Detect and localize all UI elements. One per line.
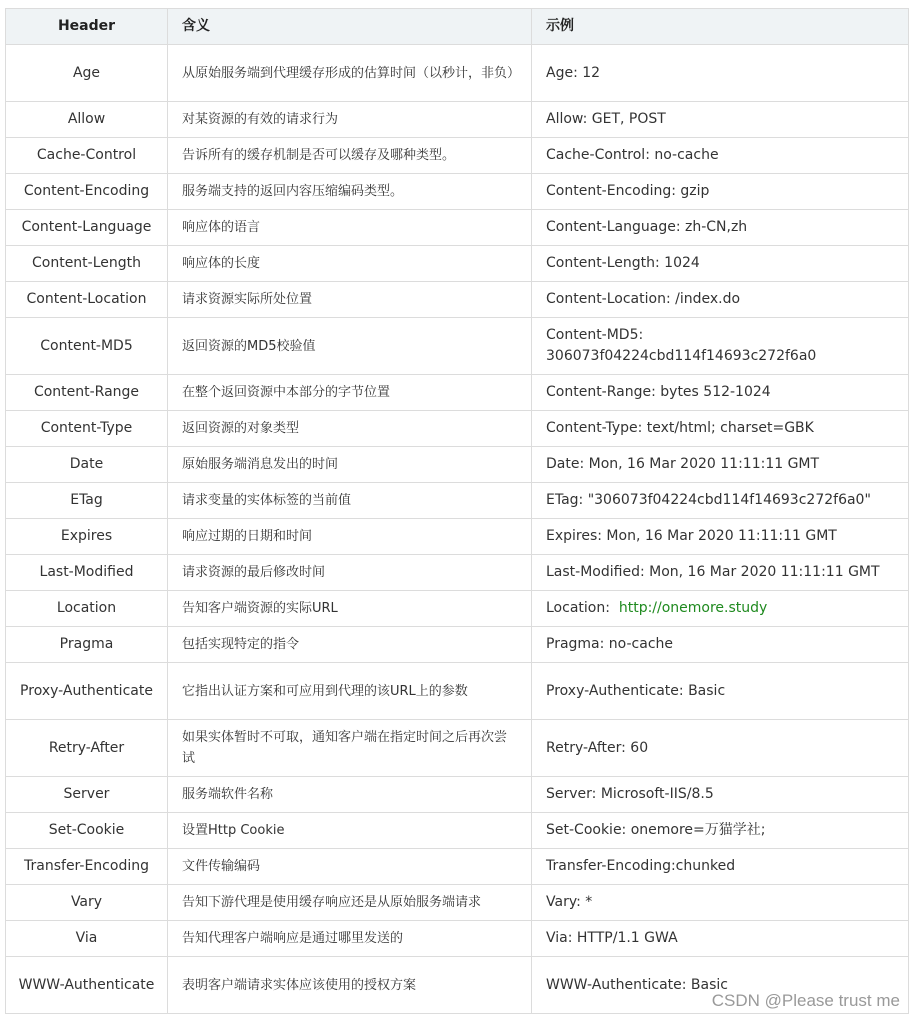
header-example-cell: WWW-Authenticate: Basic: [532, 957, 909, 1014]
header-meaning-cell: 包括实现特定的指令: [168, 627, 532, 663]
header-example-cell: [532, 591, 909, 627]
table-row: [6, 720, 909, 777]
header-name-cell: Content-Length: [6, 246, 168, 282]
header-name-cell: Expires: [6, 519, 168, 555]
header-example-cell: Retry-After: 60: [532, 720, 909, 777]
header-name-cell: Content-Encoding: [6, 174, 168, 210]
header-name-cell: ETag: [6, 483, 168, 519]
table-row: [6, 921, 909, 957]
table-row: [6, 519, 909, 555]
table-row: [6, 885, 909, 921]
header-meaning-cell: 原始服务端消息发出的时间: [168, 447, 532, 483]
header-meaning-cell: 对某资源的有效的请求行为: [168, 102, 532, 138]
header-name-cell: Content-MD5: [6, 318, 168, 375]
header-name-cell: Server: [6, 777, 168, 813]
header-example-cell: Expires: Mon, 16 Mar 2020 11:11:11 GMT: [532, 519, 909, 555]
header-example-cell: Last-Modified: Mon, 16 Mar 2020 11:11:11 GMT: [532, 555, 909, 591]
header-meaning-cell: 从原始服务端到代理缓存形成的估算时间（以秒计，非负）: [168, 45, 532, 102]
table-row: [6, 411, 909, 447]
header-example-cell: Content-Location: /index.do: [532, 282, 909, 318]
table-row: [6, 282, 909, 318]
table-row: [6, 318, 909, 375]
header-name-cell: Content-Language: [6, 210, 168, 246]
header-meaning-cell: 请求变量的实体标签的当前值: [168, 483, 532, 519]
header-meaning-cell: 请求资源实际所处位置: [168, 282, 532, 318]
header-name-cell: WWW-Authenticate: [6, 957, 168, 1014]
header-meaning-cell: 告知下游代理是使用缓存响应还是从原始服务端请求: [168, 885, 532, 921]
header-name-cell: Last-Modified: [6, 555, 168, 591]
header-example-cell: Server: Microsoft-IIS/8.5: [532, 777, 909, 813]
header-example-cell: Content-Language: zh-CN,zh: [532, 210, 909, 246]
header-meaning-cell: 响应过期的日期和时间: [168, 519, 532, 555]
header-meaning-cell: 告知客户端资源的实际URL: [168, 591, 532, 627]
table-row: [6, 45, 909, 102]
http-headers-table: [5, 8, 909, 1014]
header-name-cell: Allow: [6, 102, 168, 138]
header-meaning-cell: 返回资源的对象类型: [168, 411, 532, 447]
header-example-cell: Content-MD5: 306073f04224cbd114f14693c272f6a0: [532, 318, 909, 375]
watermark: CSDN @Please trust me: [711, 991, 900, 1010]
table-row: [6, 483, 909, 519]
header-meaning-cell: 返回资源的MD5校验值: [168, 318, 532, 375]
table-row: [6, 627, 909, 663]
header-name-cell: Content-Type: [6, 411, 168, 447]
header-example-cell: Content-Type: text/html; charset=GBK: [532, 411, 909, 447]
header-meaning-cell: 响应体的语言: [168, 210, 532, 246]
header-example-cell: Via: HTTP/1.1 GWA: [532, 921, 909, 957]
header-name-cell: Age: [6, 45, 168, 102]
header-example-cell: Allow: GET, POST: [532, 102, 909, 138]
table-row: [6, 447, 909, 483]
table-row: [6, 555, 909, 591]
header-example-cell: Set-Cookie: onemore=万猫学社;: [532, 813, 909, 849]
header-meaning-cell: 服务端支持的返回内容压缩编码类型。: [168, 174, 532, 210]
table-row: [6, 663, 909, 720]
header-meaning-cell: 告诉所有的缓存机制是否可以缓存及哪种类型。: [168, 138, 532, 174]
header-example-cell: ETag: "306073f04224cbd114f14693c272f6a0": [532, 483, 909, 519]
table-row: [6, 210, 909, 246]
header-name-cell: Transfer-Encoding: [6, 849, 168, 885]
table-row: [6, 174, 909, 210]
header-example-cell: Content-Encoding: gzip: [532, 174, 909, 210]
table-row: [6, 591, 909, 627]
header-meaning-cell: 告知代理客户端响应是通过哪里发送的: [168, 921, 532, 957]
column-header-example: 示例: [532, 9, 909, 45]
header-meaning-cell: 请求资源的最后修改时间: [168, 555, 532, 591]
header-example-cell: Content-Length: 1024: [532, 246, 909, 282]
table-header-row: [6, 9, 909, 45]
header-name-cell: Via: [6, 921, 168, 957]
header-example-cell: Transfer-Encoding:chunked: [532, 849, 909, 885]
header-meaning-cell: 服务端软件名称: [168, 777, 532, 813]
header-name-cell: Cache-Control: [6, 138, 168, 174]
table-row: [6, 813, 909, 849]
header-example-cell: Proxy-Authenticate: Basic: [532, 663, 909, 720]
header-name-cell: Proxy-Authenticate: [6, 663, 168, 720]
header-name-cell: Retry-After: [6, 720, 168, 777]
table-row: [6, 246, 909, 282]
header-example-cell: Content-Range: bytes 512-1024: [532, 375, 909, 411]
header-example-cell: Vary: *: [532, 885, 909, 921]
table-body: [6, 45, 909, 1014]
header-example-cell: Age: 12: [532, 45, 909, 102]
header-name-cell: Location: [6, 591, 168, 627]
header-meaning-cell: 响应体的长度: [168, 246, 532, 282]
table-row: [6, 375, 909, 411]
header-example-cell: Pragma: no-cache: [532, 627, 909, 663]
header-name-cell: Vary: [6, 885, 168, 921]
header-meaning-cell: 在整个返回资源中本部分的字节位置: [168, 375, 532, 411]
header-name-cell: Date: [6, 447, 168, 483]
column-header-meaning: 含义: [168, 9, 532, 45]
header-name-cell: Pragma: [6, 627, 168, 663]
header-name-cell: Set-Cookie: [6, 813, 168, 849]
header-example-cell: Cache-Control: no-cache: [532, 138, 909, 174]
header-meaning-cell: 表明客户端请求实体应该使用的授权方案: [168, 957, 532, 1014]
header-name-cell: Content-Location: [6, 282, 168, 318]
column-header-header: Header: [6, 9, 168, 45]
table-row: [6, 102, 909, 138]
header-meaning-cell: 文件传输编码: [168, 849, 532, 885]
example-text: Location:: [546, 600, 610, 616]
table-row: [6, 849, 909, 885]
header-meaning-cell: 它指出认证方案和可应用到代理的该URL上的参数: [168, 663, 532, 720]
header-name-cell: Content-Range: [6, 375, 168, 411]
header-meaning-cell: 如果实体暂时不可取，通知客户端在指定时间之后再次尝试: [168, 720, 532, 777]
table-row: [6, 777, 909, 813]
table-row: [6, 138, 909, 174]
example-link[interactable]: http://onemore.study: [618, 600, 768, 616]
header-example-cell: Date: Mon, 16 Mar 2020 11:11:11 GMT: [532, 447, 909, 483]
header-meaning-cell: 设置Http Cookie: [168, 813, 532, 849]
